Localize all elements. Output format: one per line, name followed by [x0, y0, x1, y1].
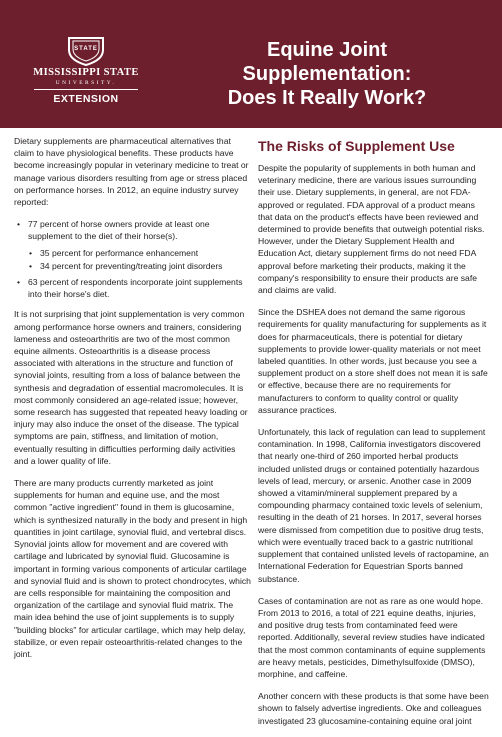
risks-paragraph-4: Cases of contamination are not as rare as one would hope. From 2013 to 2016, a total of 221 equine deaths, injuries, and positive drug tests from contaminated feed were reported. Additionally, several review studies have indicated that the most common contaminants of equine supplements are heavy metals, pesticides, Dimethylsulfoxide (DMSO), morphine, and caffeine. — [258, 595, 486, 679]
survey-bullet-1-text: 77 percent of horse owners provide at least one supplement to the diet of their horse(s). — [28, 219, 210, 242]
logo-university-word: UNIVERSITY. — [55, 80, 117, 86]
survey-sub-bullet-1: • 35 percent for performance enhancement — [40, 247, 252, 259]
section-title: The Risks of Supplement Use — [258, 138, 455, 154]
logo-extension-label: EXTENSION — [53, 93, 119, 105]
glucosamine-paragraph: There are many products currently marketed as joint supplements for human and equine use, and the most common "active ingredient" found in them is glucosamine, which is synthesized naturally in the body and present in high quantities in joint cartilage, synovial fluid, and vertebral discs. Synovial joints allow for movement and are covered with cartilage and lubricated by synovial fluid. Glucosamine is important in forming various components of articular cartilage and synovial fluid and is shown to protect chondrocytes, which are cells responsible for maintaining the composition and organization of the cartilage and synovial fluid matrix. The main idea behind the use of joint supplements is to supply "building blocks" for articular cartilage, which may help delay, stabilize, or even repair osteoarthritis-related changes to the joint. — [14, 478, 251, 659]
title-line-3: Does It Really Work? — [227, 87, 427, 109]
left-column — [14, 135, 252, 670]
title-line-1: Equine Joint — [267, 39, 387, 61]
logo-divider — [34, 89, 138, 90]
header-banner — [0, 0, 502, 128]
logo-university-name: MISSISSIPPI STATE — [33, 67, 139, 78]
risks-paragraph-3: Unfortunately, this lack of regulation can lead to supplement contamination. In 1998, California investigators discovered that nearly one-third of 260 imported herbal products included unlisted drugs or contained potentially hazardous levels of lead, mercury, or arsenic. Another case in 2009 showed a vitamin/mineral supplement prepared by a compounding pharmacy contained toxic levels of selenium, resulting in the death of 21 horses. In 2017, several horses were dismissed from competition due to positive drug tests, which were eventually traced back to a gastric nutritional supplement that contained unlisted levels of ractopamine, an International Federation for Equestrian Sports banned substance. — [258, 427, 489, 584]
risks-paragraph-2: Since the DSHEA does not demand the same rigorous requirements for quality manufacturing for supplements as it does for pharmaceuticals, there is potential for dietary supplements to provide lower-quality materials or not meet labeled quantities. In other words, just because you see a supplement product on a store shelf does not mean it is safe or effective, because there are no requirements for manufacturers to conform to quality control or quality assurance practices. — [258, 307, 488, 415]
page-title — [192, 38, 462, 110]
title-line-2: Supplementation: — [242, 63, 412, 85]
survey-sub-bullet-2: • 34 percent for preventing/treating joint disorders — [40, 260, 252, 272]
osteoarthritis-paragraph: It is not surprising that joint supplementation is very common among performance horse owners and trainers, considering lameness and osteoarthritis are two of the most common equine ailments. Osteoarthritis is a disease process associated with alterations in the structure and function of synovial joints, resulting from a loss of balance between the synthesis and degradation of essential macromolecules. It is most commonly considered an age-related issue; however, some research has suggested that repeated heavy loading or injury may also induce the onset of the disease. The typical symptoms are pain, stiffness, and limitation of motion, eventually resulting in difficulties performing daily activities and a lower quality of life. — [14, 309, 248, 466]
survey-list — [14, 218, 252, 300]
survey-bullet-2: • 63 percent of respondents incorporate joint supplements into their horse's diet. — [28, 276, 252, 300]
risks-paragraph-5: Another concern with these products is that some have been shown to falsely advertise ingredients. Oke and colleagues investigated 23 glucosamine-containing equine oral joint — [258, 691, 489, 726]
logo-state-mark: STATE — [74, 46, 98, 52]
msu-extension-logo[interactable] — [30, 36, 142, 105]
survey-sub-list — [28, 247, 252, 272]
risks-paragraph-1: Despite the popularity of supplements in both human and veterinary medicine, there are various issues surrounding their use. Dietary supplements, in general, are not FDA-approved or regulated. FDA approval of a product means that data on the product's effects have been reviewed and determined to provide benefits that outweigh potential risks. However, under the Dietary Supplement Health and Education Act, dietary supplement firms do not need FDA approval before marketing their products, making it the company's responsibility to ensure their products are safe and claims are valid. — [258, 163, 485, 296]
msu-shield-icon — [65, 36, 107, 66]
survey-bullet-1 — [28, 218, 252, 272]
intro-paragraph: Dietary supplements are pharmaceutical alternatives that claim to have physiological benefits. These products have become increasingly popular in veterinary medicine to treat or manage various disorders resulting from age or stress placed on performance horses. In 2012, an equine industry survey reported: — [14, 136, 249, 208]
right-column — [258, 138, 490, 737]
